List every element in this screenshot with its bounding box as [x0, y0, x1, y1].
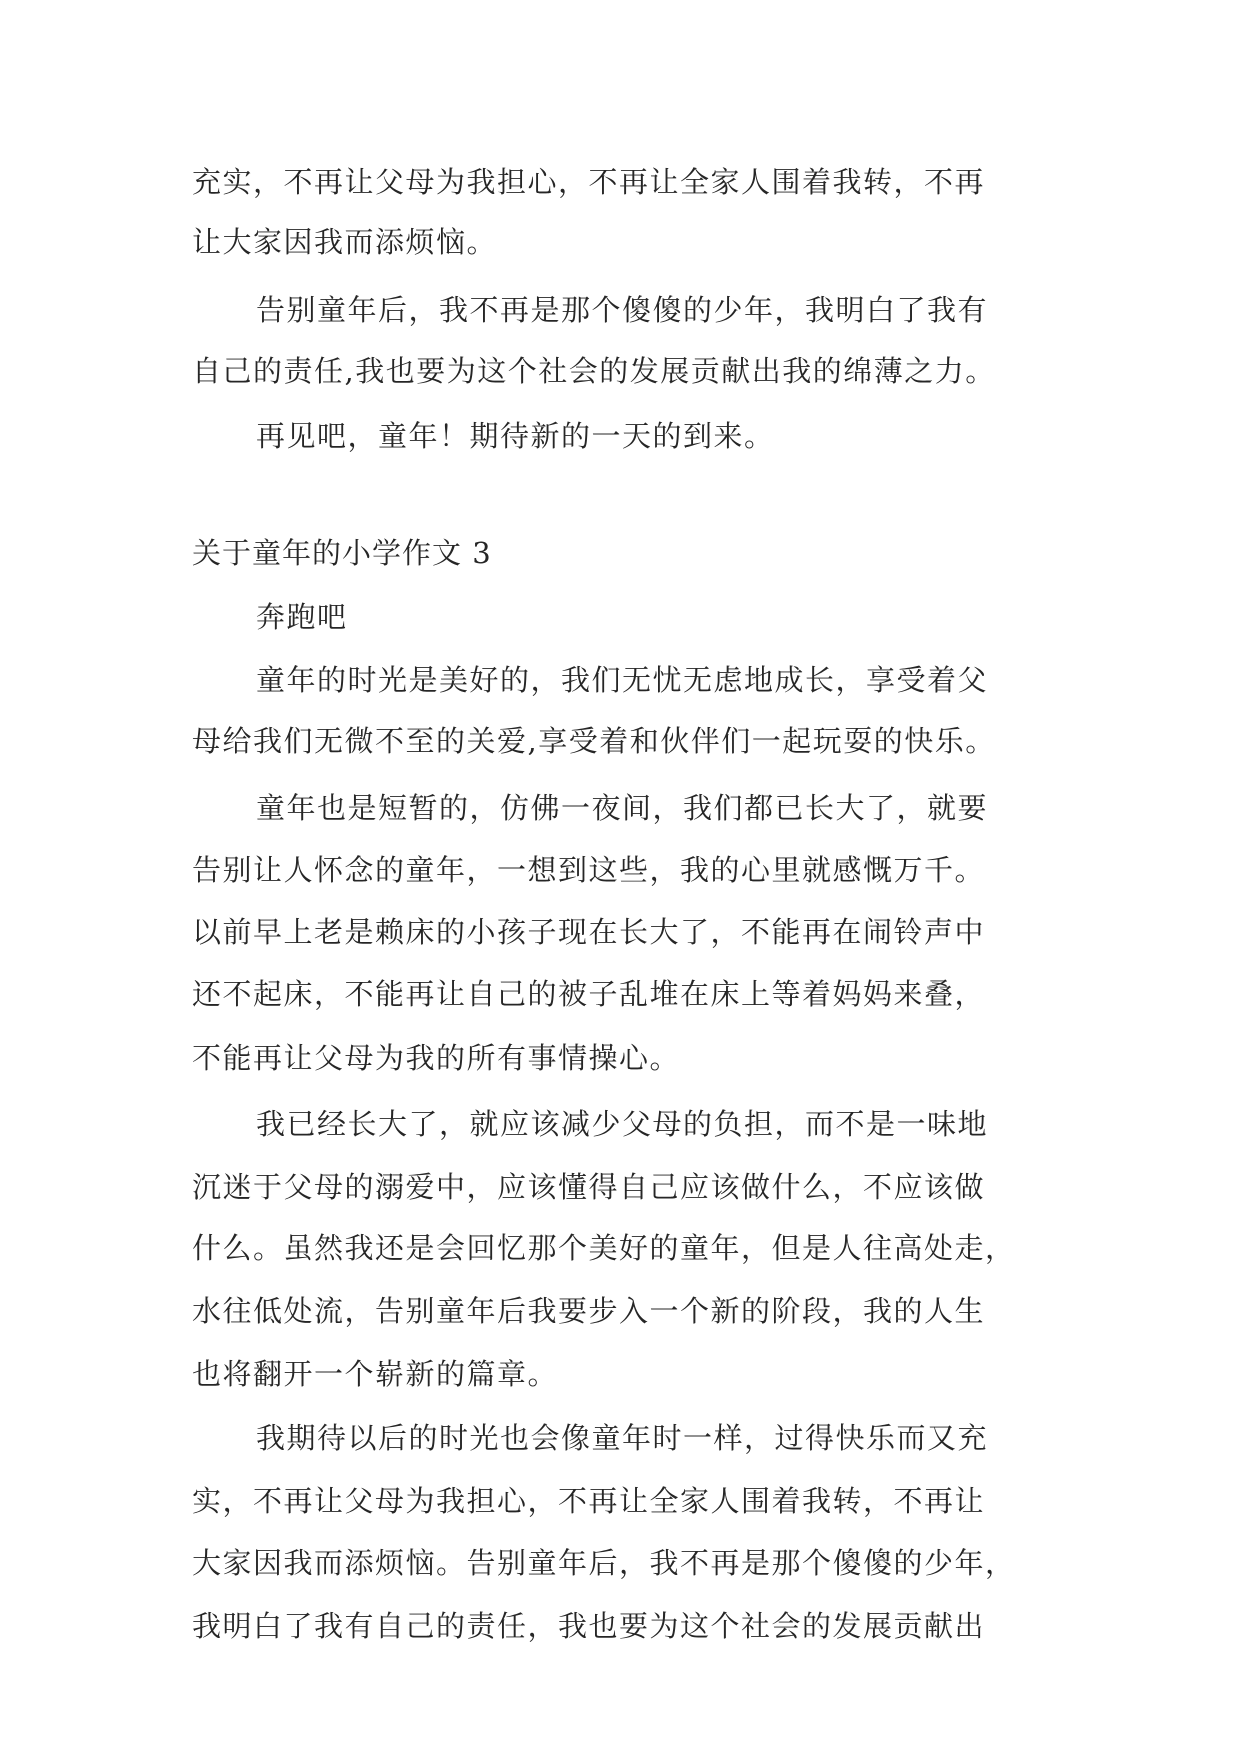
paragraph-line: 童年的时光是美好的，我们无忧无虑地成长，享受着父: [256, 663, 989, 697]
paragraph-line: 让大家因我而添烦恼。: [192, 225, 498, 259]
paragraph-line: 也将翻开一个崭新的篇章。: [192, 1357, 559, 1391]
paragraph-line: 我明白了我有自己的责任，我也要为这个社会的发展贡献出: [192, 1609, 986, 1643]
paragraph-line: 我已经长大了，就应该减少父母的负担，而不是一味地: [256, 1107, 989, 1141]
paragraph-line: 水往低处流，告别童年后我要步入一个新的阶段，我的人生: [192, 1294, 986, 1328]
paragraph-line: 告别童年后，我不再是那个傻傻的少年，我明白了我有: [256, 293, 989, 327]
paragraph-line: 以前早上老是赖床的小孩子现在长大了，不能再在闹铃声中: [192, 915, 986, 949]
paragraph-line: 我期待以后的时光也会像童年时一样，过得快乐而又充: [256, 1421, 989, 1455]
paragraph-line: 还不起床，不能再让自己的被子乱堆在床上等着妈妈来叠，: [192, 977, 986, 1011]
essay-subtitle: 奔跑吧: [256, 600, 348, 634]
paragraph-line: 告别让人怀念的童年，一想到这些，我的心里就感慨万千。: [192, 853, 986, 887]
paragraph-line: 不能再让父母为我的所有事情操心。: [192, 1041, 681, 1075]
paragraph-line: 自己的责任,我也要为这个社会的发展贡献出我的绵薄之力。: [192, 354, 996, 388]
section-title: 关于童年的小学作文 3: [192, 536, 492, 570]
paragraph-line: 实，不再让父母为我担心，不再让全家人围着我转，不再让: [192, 1484, 986, 1518]
paragraph-line: 什么。虽然我还是会回忆那个美好的童年，但是人往高处走，: [192, 1231, 1016, 1265]
paragraph-line: 母给我们无微不至的关爱,享受着和伙伴们一起玩耍的快乐。: [192, 724, 996, 758]
paragraph-line: 童年也是短暂的，仿佛一夜间，我们都已长大了，就要: [256, 791, 989, 825]
paragraph-line: 沉迷于父母的溺爱中，应该懂得自己应该做什么，不应该做: [192, 1170, 986, 1204]
paragraph-line: 再见吧，童年！期待新的一天的到来。: [256, 419, 775, 453]
paragraph-line: 充实，不再让父母为我担心，不再让全家人围着我转，不再: [192, 165, 986, 199]
paragraph-line: 大家因我而添烦恼。告别童年后，我不再是那个傻傻的少年，: [192, 1546, 1016, 1580]
